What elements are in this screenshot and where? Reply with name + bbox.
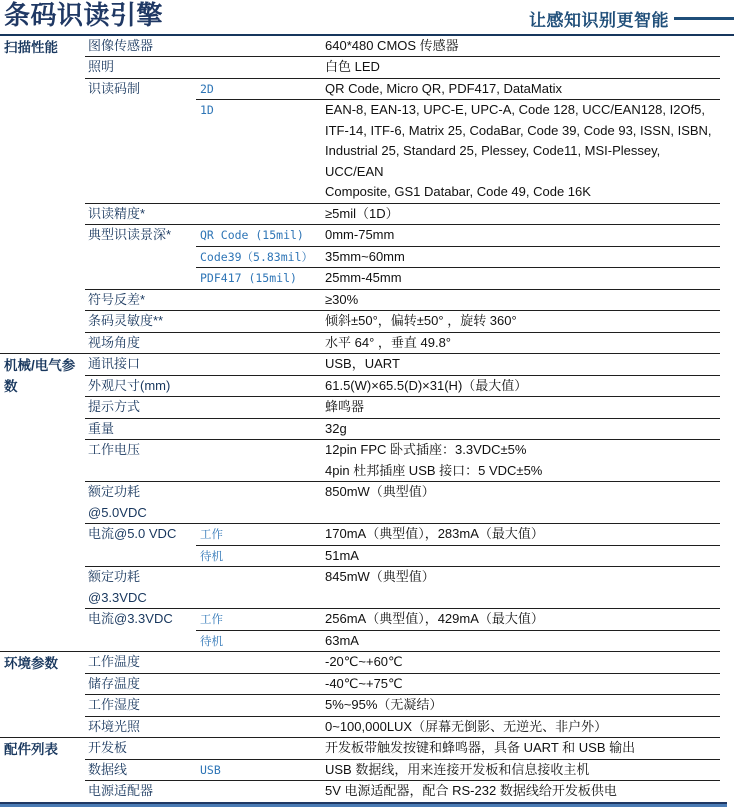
spec-group — [85, 290, 720, 312]
spec-sub-label: 工作 — [200, 527, 223, 541]
spec-value-line: 12pin FPC 卧式插座：3.3VDC±5% — [325, 442, 527, 457]
spec-row — [196, 760, 720, 781]
spec-value — [325, 440, 720, 481]
spec-group — [85, 419, 720, 441]
spec-group — [85, 36, 720, 58]
spec-value: 水平 64° ，垂直 49.8° — [325, 334, 451, 350]
spec-section — [0, 36, 720, 354]
spec-attribute-label: 开发板 — [88, 740, 128, 755]
spec-row — [196, 609, 720, 630]
spec-row — [196, 311, 720, 332]
spec-sub-label — [196, 419, 325, 440]
spec-row — [196, 781, 720, 802]
spec-attribute-label: 环境光照 — [88, 718, 141, 734]
spec-value: 63mA — [325, 632, 359, 648]
spec-sub-label — [196, 333, 325, 354]
spec-sub-label — [196, 717, 325, 738]
spec-value: USB 数据线，用来连接开发板和信息接收主机 — [325, 761, 590, 777]
spec-group-rows — [196, 79, 720, 203]
spec-sub-label: QR Code (15mil) — [200, 228, 304, 242]
spec-group-rows — [196, 482, 720, 523]
spec-value: 0~100,000LUX（屏幕无倒影、无逆光、非户外） — [325, 718, 608, 734]
spec-group-rows — [196, 609, 720, 651]
spec-value-line: EAN-8, EAN-13, UPC-E, UPC-A, Code 128, UCC/EAN128, I2Of5, — [325, 102, 706, 117]
spec-sub-label — [196, 738, 325, 759]
spec-row — [196, 354, 720, 375]
spec-sub-label: 工作 — [200, 612, 223, 626]
spec-sub-label — [196, 781, 325, 802]
spec-attribute-label: 外观尺寸(mm) — [88, 377, 171, 393]
spec-row — [196, 79, 720, 100]
spec-value: ≥30% — [325, 291, 359, 307]
spec-group-rows — [196, 781, 720, 802]
spec-section-label: 机械/电气参数 — [4, 358, 76, 394]
spec-sub-label — [196, 354, 325, 375]
spec-group — [85, 57, 720, 79]
spec-attribute-label: 提示方式 — [88, 399, 141, 414]
spec-section-groups — [85, 652, 720, 737]
spec-attribute-label: 符号反差* — [88, 291, 146, 307]
spec-group — [85, 567, 720, 609]
spec-row — [196, 695, 720, 716]
spec-sub-label — [196, 695, 325, 716]
spec-value: 35mm~60mm — [325, 248, 405, 264]
spec-sub-label — [196, 36, 325, 57]
spec-value-line: Composite, GS1 Databar, Code 49, Code 16K — [325, 184, 591, 199]
spec-value-line: 4pin 杜邦插座 USB 接口：5 VDC±5% — [325, 462, 543, 478]
spec-value-line: Industrial 25, Standard 25, Plessey, Code11, MSI-Plessey, UCC/EAN — [325, 143, 661, 179]
spec-sub-label — [196, 397, 325, 418]
spec-section-groups — [85, 36, 720, 354]
spec-value: QR Code, Micro QR, PDF417, DataMatix — [325, 80, 562, 96]
spec-group-rows — [196, 290, 720, 311]
spec-row — [196, 290, 720, 311]
spec-group — [85, 354, 720, 376]
spec-value: 0mm-75mm — [325, 227, 395, 242]
spec-value: USB，UART — [325, 356, 400, 371]
spec-group — [85, 311, 720, 333]
spec-group — [85, 609, 720, 651]
spec-section-label: 环境参数 — [4, 656, 58, 671]
spec-sub-label: PDF417 (15mil) — [200, 271, 297, 285]
tagline: 让感知识别更智能 — [529, 11, 669, 30]
spec-group — [85, 397, 720, 419]
spec-value: 蜂鸣器 — [325, 399, 365, 414]
spec-group — [85, 204, 720, 226]
spec-value-line: ITF-14, ITF-6, Matrix 25, CodaBar, Code 39, Code 93, ISSN, ISBN, — [325, 122, 712, 138]
bottom-accent-bar — [0, 802, 727, 807]
spec-attribute-label: 额定功耗@3.3VDC — [88, 569, 147, 605]
spec-attribute-label: 电源适配器 — [88, 783, 154, 798]
spec-attribute-label: 储存温度 — [88, 675, 141, 691]
spec-value: 开发板带触发按键和蜂鸣器，具备 UART 和 USB 输出 — [325, 740, 636, 755]
spec-value: 5%~95%（无凝结） — [325, 697, 443, 712]
spec-value: 25mm-45mm — [325, 270, 402, 285]
spec-group-rows — [196, 376, 720, 397]
spec-attribute-label: 工作电压 — [88, 442, 141, 457]
spec-group — [85, 717, 720, 738]
spec-group-rows — [196, 760, 720, 781]
spec-value: 倾斜±50°，偏转±50° ，旋转 360° — [325, 313, 517, 328]
spec-group-rows — [196, 674, 720, 695]
spec-attribute-label: 条码灵敏度** — [88, 313, 164, 328]
spec-sub-label: 2D — [200, 81, 214, 96]
spec-row — [196, 397, 720, 418]
spec-sub-label — [196, 652, 325, 673]
spec-group — [85, 674, 720, 696]
spec-attribute-label: 电流@3.3VDC — [88, 611, 173, 626]
spec-attribute-label: 数据线 — [88, 761, 128, 777]
spec-row — [196, 524, 720, 545]
spec-row — [196, 440, 720, 481]
spec-group-rows — [196, 738, 720, 759]
spec-group-rows — [196, 354, 720, 375]
spec-group-rows — [196, 695, 720, 716]
spec-row — [196, 482, 720, 503]
spec-value: -20℃~+60℃ — [325, 654, 403, 669]
spec-attribute-label: 照明 — [88, 59, 115, 74]
spec-group — [85, 79, 720, 204]
spec-value: 170mA（典型值），283mA（最大值） — [325, 526, 544, 541]
spec-sub-label — [196, 290, 325, 311]
spec-attribute-label: 典型识读景深* — [88, 227, 172, 242]
spec-group — [85, 440, 720, 482]
spec-attribute-label: 视场角度 — [88, 334, 141, 350]
spec-group-rows — [196, 397, 720, 418]
spec-value: 256mA（典型值），429mA（最大值） — [325, 611, 544, 626]
spec-group-rows — [196, 36, 720, 57]
spec-row — [196, 57, 720, 78]
spec-attribute-label: 电流@5.0 VDC — [88, 526, 177, 541]
spec-row — [196, 545, 720, 567]
spec-group — [85, 652, 720, 674]
spec-group — [85, 524, 720, 567]
spec-group — [85, 482, 720, 524]
spec-group-rows — [196, 652, 720, 673]
spec-row — [196, 225, 720, 246]
spec-sub-label — [196, 567, 325, 588]
spec-attribute-label: 图像传感器 — [88, 37, 154, 53]
spec-row — [196, 376, 720, 397]
spec-section-groups — [85, 738, 720, 802]
spec-section-groups — [85, 354, 720, 651]
spec-row — [196, 333, 720, 354]
spec-attribute-label: 通讯接口 — [88, 356, 141, 371]
spec-section-label: 扫描性能 — [4, 39, 58, 55]
spec-attribute-label: 识读精度* — [88, 205, 146, 221]
spec-row — [196, 567, 720, 588]
tagline-wrap — [529, 6, 734, 31]
spec-row — [196, 267, 720, 289]
spec-group-rows — [196, 311, 720, 332]
spec-value: -40℃~+75℃ — [325, 675, 403, 691]
spec-group — [85, 781, 720, 802]
spec-row — [196, 674, 720, 695]
spec-group-rows — [196, 57, 720, 78]
spec-row — [196, 204, 720, 225]
spec-group-rows — [196, 440, 720, 481]
spec-attribute-label: 工作温度 — [88, 654, 141, 669]
spec-value: 640*480 CMOS 传感器 — [325, 37, 459, 53]
spec-group — [85, 695, 720, 717]
spec-section-label: 配件列表 — [4, 742, 58, 757]
spec-group — [85, 225, 720, 290]
spec-sub-label: USB — [200, 762, 221, 777]
spec-group-rows — [196, 333, 720, 354]
spec-group-rows — [196, 225, 720, 289]
spec-row — [196, 246, 720, 268]
spec-group-rows — [196, 524, 720, 566]
spec-value: 845mW（典型值） — [325, 569, 435, 584]
spec-table — [0, 36, 720, 802]
spec-sub-label: 待机 — [200, 633, 223, 648]
spec-group — [85, 760, 720, 782]
spec-value: 850mW（典型值） — [325, 484, 435, 499]
spec-attribute-label: 识读码制 — [88, 80, 141, 96]
spec-row — [196, 738, 720, 759]
spec-group-rows — [196, 567, 720, 608]
spec-value: 32g — [325, 420, 347, 436]
spec-row — [196, 419, 720, 440]
spec-value: 61.5(W)×65.5(D)×31(H)（最大值） — [325, 377, 528, 393]
spec-sub-label — [196, 482, 325, 503]
spec-sub-label — [196, 311, 325, 332]
spec-group — [85, 333, 720, 354]
spec-section — [0, 651, 720, 737]
spec-sub-label: Code39（5.83mil） — [200, 249, 314, 264]
spec-value: 白色 LED — [325, 59, 380, 74]
spec-value — [325, 100, 720, 203]
spec-attribute-label: 重量 — [88, 420, 115, 436]
spec-group — [85, 376, 720, 398]
spec-sub-label — [196, 57, 325, 78]
spec-sub-label: 1D — [200, 103, 214, 117]
spec-sub-label — [196, 376, 325, 397]
spec-attribute-label: 额定功耗@5.0VDC — [88, 484, 147, 520]
spec-row — [196, 630, 720, 652]
spec-value: 51mA — [325, 547, 359, 563]
spec-value: ≥5mil（1D） — [325, 205, 399, 221]
page-header — [0, 0, 734, 36]
spec-row — [196, 99, 720, 203]
spec-attribute-label: 工作湿度 — [88, 697, 141, 712]
spec-row — [196, 652, 720, 673]
spec-sub-label — [196, 204, 325, 225]
spec-section — [0, 353, 720, 651]
spec-sub-label — [196, 440, 325, 481]
spec-group-rows — [196, 419, 720, 440]
spec-group-rows — [196, 717, 720, 738]
spec-group — [85, 738, 720, 760]
spec-row — [196, 717, 720, 738]
spec-sub-label: 待机 — [200, 548, 223, 563]
spec-row — [196, 36, 720, 57]
tagline-dash-line — [674, 17, 734, 20]
spec-sub-label — [196, 674, 325, 695]
spec-group-rows — [196, 204, 720, 225]
page-title: 条码识读引擎 — [4, 0, 164, 30]
spec-value: 5V 电源适配器，配合 RS-232 数据线给开发板供电 — [325, 783, 617, 798]
spec-section — [0, 737, 720, 802]
